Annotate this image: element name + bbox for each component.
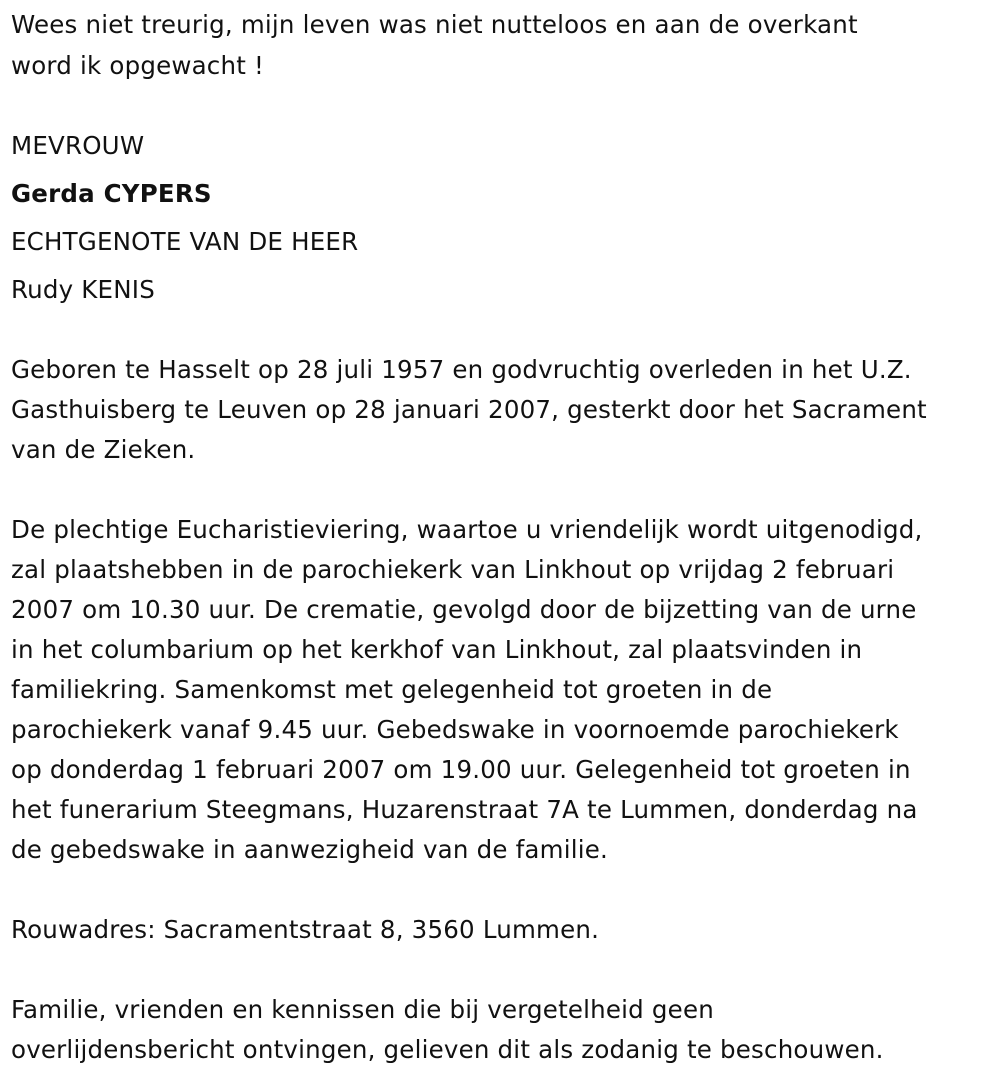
ceremony-line: familiekring. Samenkomst met gelegenheid tot groeten in de	[11, 675, 773, 704]
motto-line: word ik opgewacht !	[11, 51, 265, 80]
mourning-address: Rouwadres: Sacramentstraat 8, 3560 Lummen.	[11, 915, 600, 944]
birth-line: van de Zieken.	[11, 435, 196, 464]
ceremony-line: op donderdag 1 februari 2007 om 19.00 uur. Gelegenheid tot groeten in	[11, 755, 911, 784]
ceremony-line: in het columbarium op het kerkhof van Linkhout, zal plaatsvinden in	[11, 635, 863, 664]
ceremony-line: parochiekerk vanaf 9.45 uur. Gebedswake in voornoemde parochiekerk	[11, 715, 899, 744]
ceremony-line: De plechtige Eucharistieviering, waartoe u vriendelijk wordt uitgenodigd,	[11, 515, 923, 544]
ceremony-line: 2007 om 10.30 uur. De crematie, gevolgd door de bijzetting van de urne	[11, 595, 917, 624]
birth-line: Gasthuisberg te Leuven op 28 januari 2007, gesterkt door het Sacrament	[11, 395, 927, 424]
title-text: MEVROUW	[11, 131, 145, 160]
spouse-name: Rudy KENIS	[11, 275, 155, 304]
ceremony-line: de gebedswake in aanwezigheid van de familie.	[11, 835, 608, 864]
closing-line: overlijdensbericht ontvingen, gelieven dit als zodanig te beschouwen.	[11, 1035, 884, 1064]
spouse-label: ECHTGENOTE VAN DE HEER	[11, 227, 359, 256]
motto-line: Wees niet treurig, mijn leven was niet nutteloos en aan de overkant	[11, 10, 858, 39]
ceremony-line: het funerarium Steegmans, Huzarenstraat 7A te Lummen, donderdag na	[11, 795, 918, 824]
deceased-name: Gerda CYPERS	[11, 179, 212, 208]
closing-line: Familie, vrienden en kennissen die bij vergetelheid geen	[11, 995, 714, 1024]
birth-line: Geboren te Hasselt op 28 juli 1957 en godvruchtig overleden in het U.Z.	[11, 355, 912, 384]
ceremony-line: zal plaatshebben in de parochiekerk van Linkhout op vrijdag 2 februari	[11, 555, 895, 584]
